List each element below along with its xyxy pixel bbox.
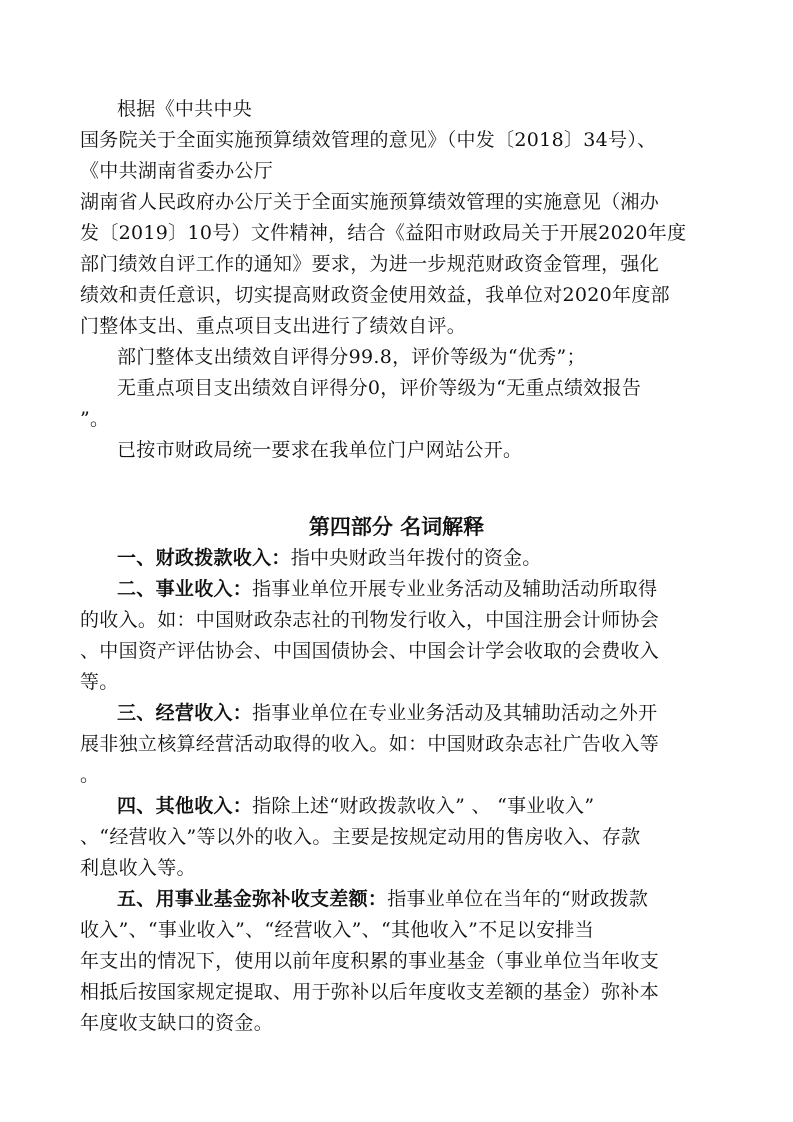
definition-line: 、“经营收入”等以外的收入。主要是按规定动用的售房收入、存款 — [80, 826, 641, 848]
definition-line: 相抵后按国家规定提取、用于弥补以后年度收支差额的基金）弥补本 — [80, 981, 660, 1003]
definition-term: 三、经营收入： — [117, 702, 253, 724]
definition-term: 二、事业收入： — [117, 578, 253, 600]
paragraph-line: 无重点项目支出绩效自评得分0，评价等级为“无重点绩效报告 — [117, 377, 642, 399]
definition-text: 指事业单位在当年的“财政拨款 — [387, 888, 649, 910]
paragraph-line: 部门整体支出绩效自评得分99.8，评价等级为“优秀”； — [117, 346, 586, 368]
definition-line: 年支出的情况下，使用以前年度积累的事业基金（事业单位当年收支 — [80, 950, 660, 972]
definition-line: 的收入。如：中国财政杂志社的刊物发行收入，中国注册会计师协会 — [80, 609, 660, 631]
definition-line: 等。 — [80, 671, 119, 693]
section-title: 第四部分 名词解释 — [308, 515, 485, 539]
paragraph-line: 湖南省人民政府办公厅关于全面实施预算绩效管理的实施意见（湘办 — [80, 191, 660, 213]
paragraph-line: 部门绩效自评工作的通知》要求，为进一步规范财政资金管理，强化 — [80, 253, 660, 275]
paragraph-line: 根据《中共中央 — [117, 98, 253, 120]
definition-line — [117, 546, 542, 570]
definition-line — [117, 701, 657, 725]
definition-line: 收入”、“事业收入”、“经营收入”、“其他收入”不足以安排当 — [80, 919, 594, 941]
paragraph-line: 门整体支出、重点项目支出进行了绩效自评。 — [80, 315, 467, 337]
definition-line: 。 — [80, 764, 100, 786]
paragraph-line: 《中共湖南省委办公厅 — [80, 160, 274, 182]
paragraph-line: 绩效和责任意识，切实提高财政资金使用效益，我单位对2020年度部 — [80, 284, 670, 306]
paragraph-line: 发〔2019〕10号）文件精神，结合《益阳市财政局关于开展2020年度 — [80, 222, 687, 244]
definition-text: 指中央财政当年拨付的资金。 — [290, 547, 542, 569]
definition-line — [117, 794, 594, 818]
paragraph-line: ”。 — [80, 408, 110, 430]
definition-line — [117, 577, 657, 601]
definition-term: 四、其他收入： — [117, 795, 253, 817]
definition-term: 一、财政拨款收入： — [117, 547, 291, 569]
definition-line — [117, 887, 648, 911]
paragraph-line: 已按市财政局统一要求在我单位门户网站公开。 — [117, 439, 523, 461]
definition-text: 指事业单位在专业业务活动及其辅助活动之外开 — [252, 702, 658, 724]
definition-line: 、中国资产评估协会、中国国债协会、中国会计学会收取的会费收入 — [80, 640, 660, 662]
definition-line: 年度收支缺口的资金。 — [80, 1012, 274, 1034]
paragraph-line: 国务院关于全面实施预算绩效管理的意见》（中发〔2018〕34号）、 — [80, 129, 657, 151]
definition-term: 五、用事业基金弥补收支差额： — [117, 888, 388, 910]
definition-line: 展非独立核算经营活动取得的收入。如：中国财政杂志社广告收入等 — [80, 733, 660, 755]
definition-text: 指事业单位开展专业业务活动及辅助活动所取得 — [252, 578, 658, 600]
definition-line: 利息收入等。 — [80, 857, 196, 879]
definition-text: 指除上述“财政拨款收入” 、 “事业收入” — [252, 795, 595, 817]
